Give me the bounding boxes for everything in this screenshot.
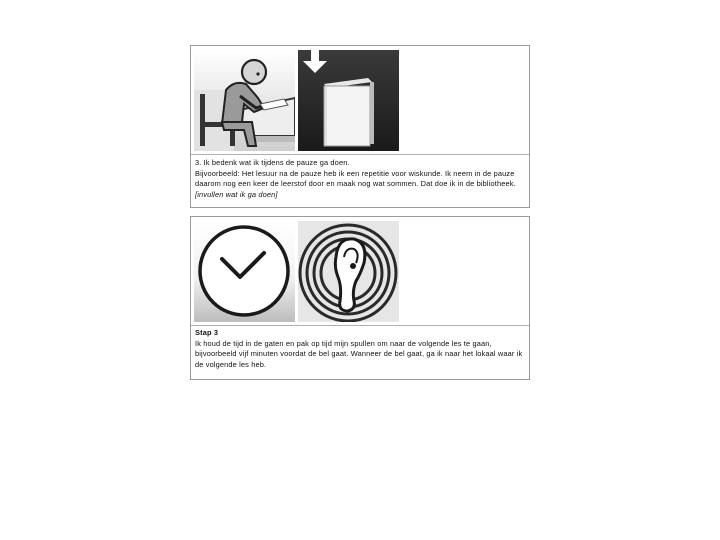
step-body: Ik houd de tijd in de gaten en pak op tijd mijn spullen om naar de volgende les te gaan, bijvoorbeeld vijf minuten voordat de bel gaat. Wanneer de bel gaat, ga ik naar het lokaal waar ik de volgende les heb. [195,338,523,369]
book-arrow-icon [298,50,399,151]
divider [191,154,529,155]
card-text [195,158,525,200]
step-line: 3. Ik bedenk wat ik tijdens de pauze ga doen. [195,158,350,167]
example-text: Bijvoorbeeld: Het lesuur na de pauze heb ik een repetitie voor wiskunde. Ik neem in de pauze daarom nog een keer de leerstof door en maak nog wat sommen. Dat doe ik in de bibliotheek. [195,168,516,188]
instruction-card-step3 [190,216,530,380]
student-studying-icon [194,50,295,151]
card-text [195,328,525,370]
step-heading: Stap 3 [195,328,219,337]
fill-in-hint: [invullen wat ik ga doen] [195,189,278,199]
divider [191,325,529,326]
ear-bell-icon [298,221,399,322]
clock-check-icon [194,221,295,322]
instruction-card-pause [190,45,530,208]
